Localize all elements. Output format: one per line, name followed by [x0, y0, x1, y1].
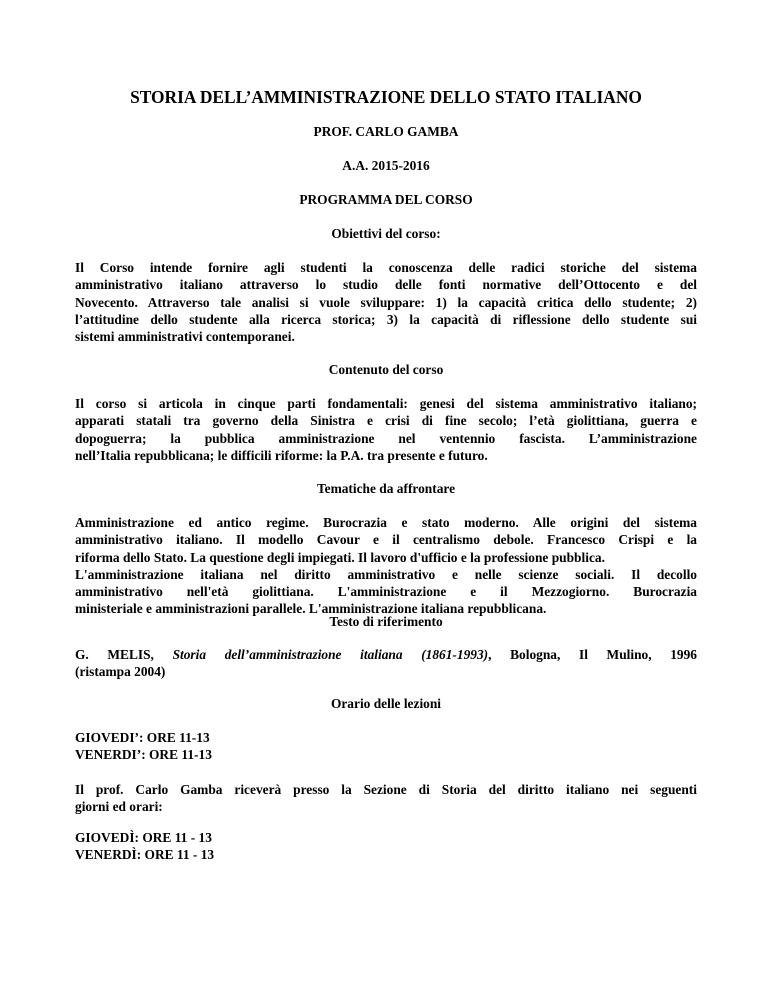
topics-paragraph [75, 514, 697, 618]
reference-publisher: , Bologna, Il Mulino, 1996 [488, 647, 697, 662]
schedule-list [75, 729, 697, 764]
schedule-line: GIOVEDI’: ORE 11-13 [75, 730, 210, 745]
objectives-heading: Obiettivi del corso: [331, 226, 441, 241]
office-hours-time: GIOVEDÌ: ORE 11 - 13 [75, 830, 212, 845]
professor-name: PROF. CARLO GAMBA [313, 124, 459, 139]
office-hours-paragraph [75, 781, 697, 816]
schedule-heading: Orario delle lezioni [330, 696, 442, 711]
office-hours-line: Il prof. Carlo Gamba riceverà presso la Sezione di Storia del diritto italiano nei seguenti [75, 782, 697, 797]
reference-book-title: Storia dell’amministrazione italiana (1861-1993) [172, 647, 489, 662]
topics-heading: Tematiche da affrontare [316, 481, 456, 496]
topics-line: L'amministrazione italiana nel diritto amministrativo e nelle scienze sociali. Il decollo [75, 566, 697, 582]
topics-line: amministrativo nell'età giolittiana. L'amministrazione e il Mezzogiorno. Burocrazia [75, 584, 697, 600]
objectives-line: Novecento. Attraverso tale analisi si vuole sviluppare: 1) la capacità critica dello studente; 2) [75, 294, 697, 310]
office-hours-line: giorni ed orari: [75, 799, 163, 815]
objectives-line: Il Corso intende fornire agli studenti la conoscenza delle radici storiche del sistema [75, 260, 697, 275]
program-heading: PROGRAMMA DEL CORSO [299, 192, 473, 207]
topics-line: Amministrazione ed antico regime. Burocrazia e stato moderno. Alle origini del sistema [75, 515, 697, 530]
reference-line [75, 646, 697, 663]
content-line: Il corso si articola in cinque parti fondamentali: genesi del sistema amministrativo italiano; [75, 396, 697, 411]
office-hours-times [75, 829, 697, 864]
content-line: dopoguerra; la pubblica amministrazione nel ventennio fascista. L’amministrazione [75, 430, 697, 446]
topics-line: amministrativo italiano. Il modello Cavour e il centralismo debole. Francesco Crispi e la [75, 532, 697, 548]
topics-line: riforma dello Stato. La questione degli impiegati. Il lavoro d'ufficio e la professione pubblica. [75, 549, 605, 565]
objectives-line: l’attitudine dello studente alla ricerca storica; 3) la capacità di riflessione dello studente sui [75, 311, 697, 327]
reference-reprint: (ristampa 2004) [75, 664, 166, 680]
objectives-paragraph [75, 259, 697, 345]
office-hours-time: VENERDÌ: ORE 11 - 13 [75, 847, 215, 863]
schedule-line: VENERDI’: ORE 11-13 [75, 747, 212, 763]
reference-author: G. MELIS, [75, 647, 154, 662]
academic-year: A.A. 2015-2016 [342, 158, 430, 173]
objectives-line: sistemi amministrativi contemporanei. [75, 329, 295, 345]
objectives-line: amministrativo italiano attraverso lo studio delle fonti normative dell’Ottocento e del [75, 277, 697, 293]
reference-paragraph [75, 646, 697, 681]
content-line: apparati statali tra governo della Sinistra e crisi di fine secolo; l’età giolittiana, guerra e [75, 413, 697, 429]
topics-line: ministeriale e amministrazioni parallele. L'amministrazione italiana repubblicana. [75, 601, 547, 617]
content-heading: Contenuto del corso [328, 362, 444, 377]
reference-heading: Testo di riferimento [329, 614, 443, 629]
content-paragraph [75, 395, 697, 464]
course-title: STORIA DELL’AMMINISTRAZIONE DELLO STATO ITALIANO [130, 87, 642, 107]
content-line: nell’Italia repubblicana; le difficili riforme: la P.A. tra presente e futuro. [75, 447, 488, 463]
